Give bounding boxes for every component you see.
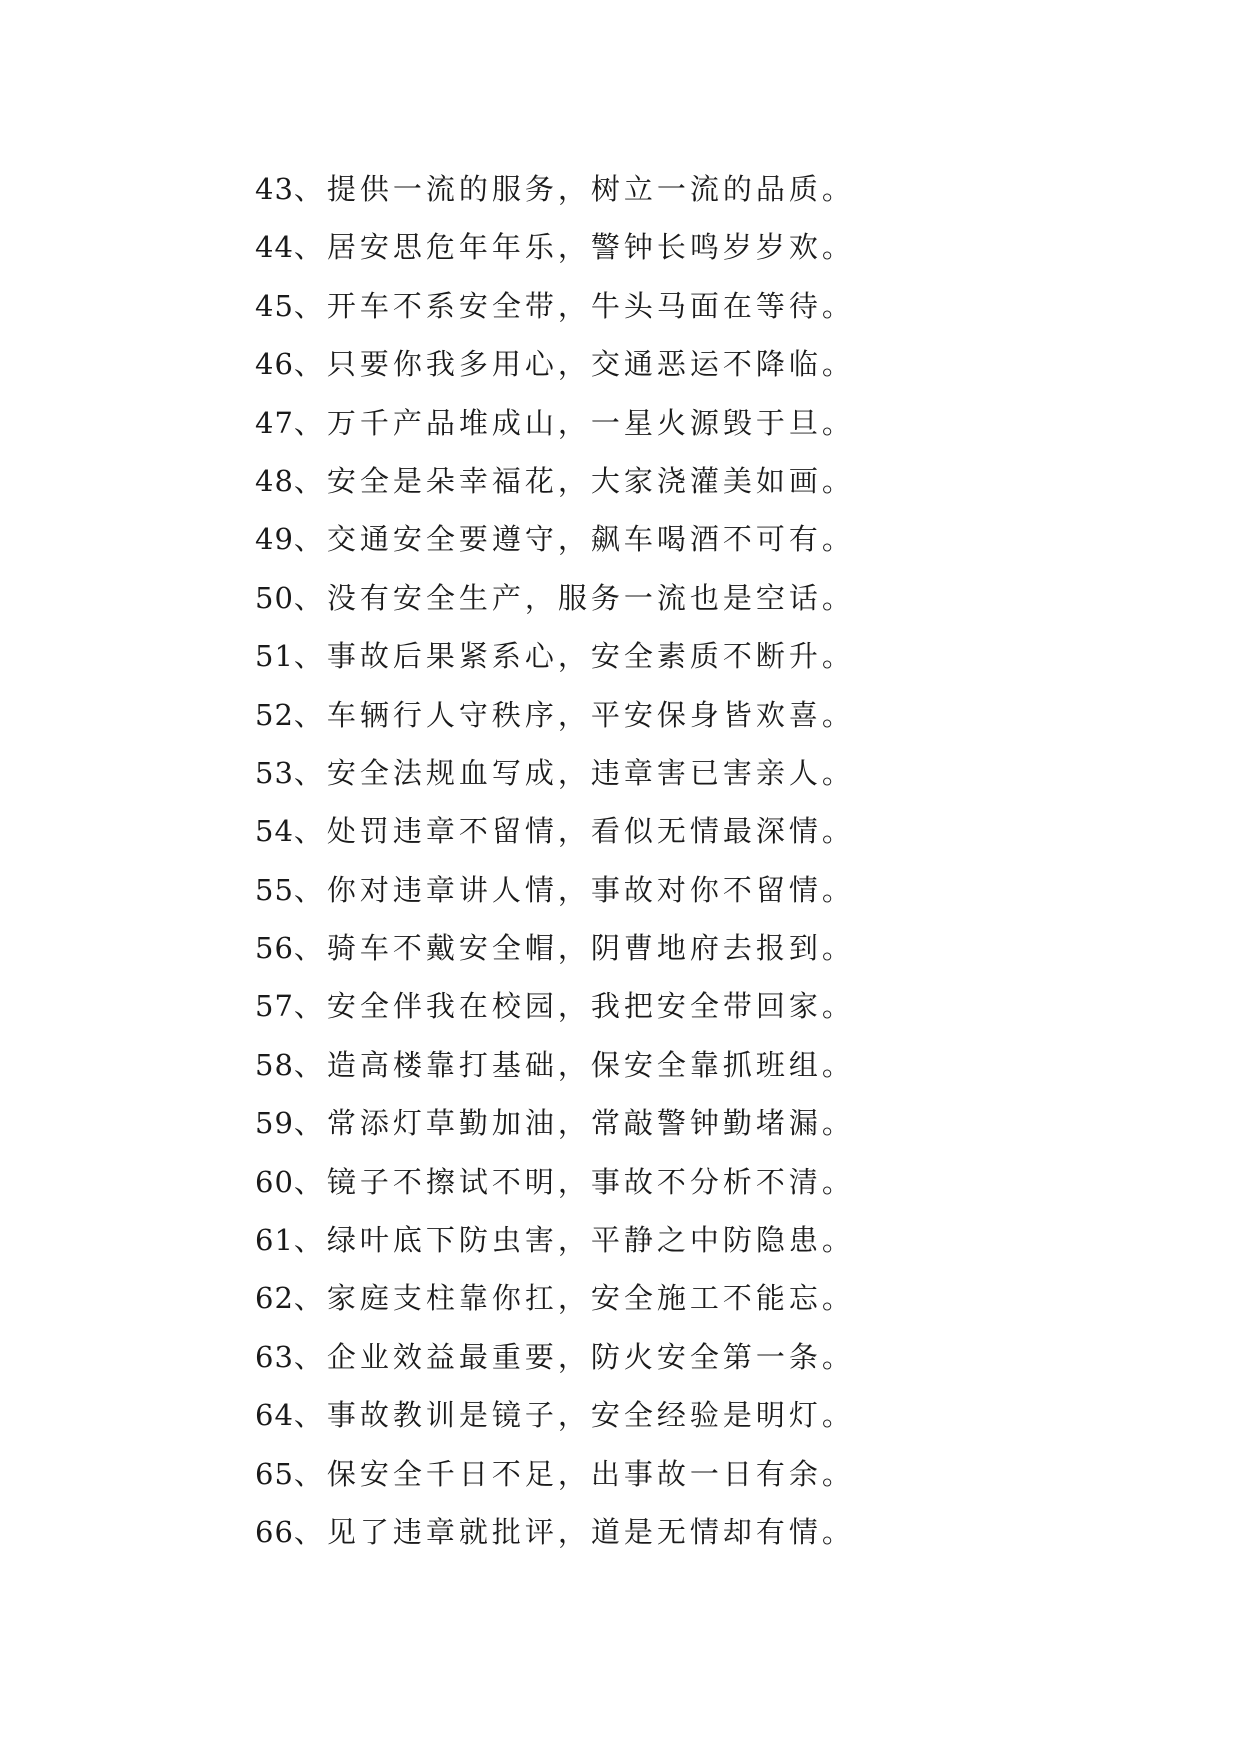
slogan-number: 57 [255, 989, 294, 1024]
slogan-text: 、安全是朵幸福花，大家浇灌美如画。 [293, 463, 855, 498]
slogan-line [255, 277, 855, 335]
slogan-text: 、车辆行人守秩序，平安保身皆欢喜。 [293, 697, 855, 732]
slogan-line [255, 394, 855, 452]
slogan-text: 、开车不系安全带，牛头马面在等待。 [293, 288, 855, 323]
slogan-number: 51 [255, 639, 294, 674]
slogan-text: 、镜子不擦试不明，事故不分析不清。 [293, 1164, 855, 1199]
slogan-text: 、处罚违章不留情，看似无情最深情。 [293, 814, 855, 849]
slogan-text: 、见了违章就批评，道是无情却有情。 [293, 1514, 855, 1549]
slogan-number: 59 [255, 1106, 294, 1141]
slogan-text: 、企业效益最重要，防火安全第一条。 [293, 1339, 855, 1374]
slogan-number: 49 [255, 522, 294, 557]
slogan-line [255, 1445, 855, 1503]
slogan-text: 、常添灯草勤加油，常敲警钟勤堵漏。 [293, 1106, 855, 1141]
slogan-line [255, 686, 855, 744]
slogan-number: 55 [255, 872, 294, 907]
slogan-number: 54 [255, 814, 294, 849]
slogan-number: 62 [255, 1281, 294, 1316]
slogan-list [255, 160, 855, 1561]
slogan-text: 、骑车不戴安全帽，阴曹地府去报到。 [293, 931, 855, 966]
slogan-line [255, 1269, 855, 1327]
slogan-number: 47 [255, 405, 294, 440]
slogan-text: 、你对违章讲人情，事故对你不留情。 [293, 872, 855, 907]
slogan-line [255, 802, 855, 860]
slogan-number: 45 [255, 288, 294, 323]
slogan-number: 63 [255, 1339, 294, 1374]
slogan-number: 65 [255, 1456, 294, 1491]
slogan-line [255, 861, 855, 919]
slogan-number: 43 [255, 172, 294, 206]
slogan-text: 、家庭支柱靠你扛，安全施工不能忘。 [293, 1281, 855, 1316]
slogan-line [255, 1153, 855, 1211]
slogan-line [255, 1094, 855, 1152]
slogan-line [255, 569, 855, 627]
slogan-number: 53 [255, 755, 294, 790]
slogan-number: 44 [255, 230, 294, 265]
slogan-line [255, 744, 855, 802]
slogan-line [255, 1503, 855, 1561]
slogan-text: 、居安思危年年乐，警钟长鸣岁岁欢。 [293, 230, 855, 265]
slogan-text: 、安全伴我在校园，我把安全带回家。 [293, 989, 855, 1024]
slogan-number: 61 [255, 1223, 294, 1258]
slogan-line [255, 1211, 855, 1269]
slogan-number: 64 [255, 1398, 294, 1433]
slogan-number: 58 [255, 1047, 294, 1082]
slogan-number: 48 [255, 463, 294, 498]
slogan-text: 、交通安全要遵守，飙车喝酒不可有。 [293, 522, 855, 557]
slogan-line [255, 1328, 855, 1386]
slogan-text: 、万千产品堆成山，一星火源毁于旦。 [293, 405, 855, 440]
slogan-line [255, 1036, 855, 1094]
slogan-line [255, 919, 855, 977]
slogan-number: 66 [255, 1514, 294, 1549]
slogan-text: 、只要你我多用心，交通恶运不降临。 [293, 347, 855, 382]
slogan-number: 60 [255, 1164, 294, 1199]
slogan-line [255, 627, 855, 685]
slogan-number: 46 [255, 347, 294, 382]
slogan-text: 、安全法规血写成，违章害已害亲人。 [293, 755, 855, 790]
slogan-line [255, 1386, 855, 1444]
slogan-number: 50 [255, 580, 294, 615]
slogan-line [255, 452, 855, 510]
slogan-text: 、保安全千日不足，出事故一日有余。 [293, 1456, 855, 1491]
slogan-line [255, 218, 855, 276]
slogan-text: 、事故教训是镜子，安全经验是明灯。 [293, 1398, 855, 1433]
slogan-text: 、提供一流的服务，树立一流的品质。 [293, 172, 855, 206]
slogan-text: 、事故后果紧系心，安全素质不断升。 [293, 639, 855, 674]
slogan-line [255, 510, 855, 568]
slogan-number: 52 [255, 697, 294, 732]
slogan-text: 、绿叶底下防虫害，平静之中防隐患。 [293, 1223, 855, 1258]
slogan-line [255, 977, 855, 1035]
slogan-line [255, 335, 855, 393]
slogan-number: 56 [255, 931, 294, 966]
slogan-line [255, 160, 855, 218]
slogan-text: 、造高楼靠打基础，保安全靠抓班组。 [293, 1047, 855, 1082]
slogan-text: 、没有安全生产，服务一流也是空话。 [293, 580, 855, 615]
